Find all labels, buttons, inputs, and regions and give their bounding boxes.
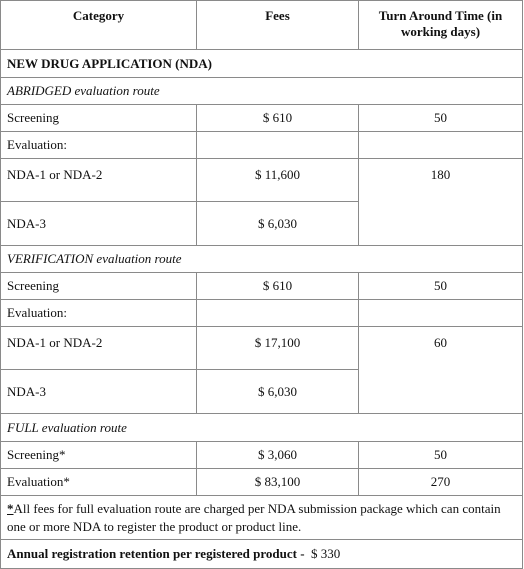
row-label: NDA-1 or NDA-2 bbox=[1, 327, 197, 370]
route-word: VERIFICATION bbox=[7, 251, 94, 266]
route-row-verification bbox=[1, 246, 523, 273]
table-row bbox=[1, 105, 523, 132]
row-label: Evaluation: bbox=[1, 300, 197, 327]
annual-fee: $ 330 bbox=[311, 546, 341, 561]
header-category: Category bbox=[1, 1, 197, 50]
tat-cell: 270 bbox=[359, 469, 523, 496]
row-label: Screening* bbox=[1, 442, 197, 469]
table-row bbox=[1, 159, 523, 202]
fee-cell: $ 17,100 bbox=[197, 327, 359, 370]
footnote-mark: * bbox=[7, 500, 14, 516]
tat-cell: 50 bbox=[359, 442, 523, 469]
row-label: Screening bbox=[1, 273, 197, 300]
row-label: NDA-1 or NDA-2 bbox=[1, 159, 197, 202]
row-label: NDA-3 bbox=[1, 370, 197, 414]
fee-cell: $ 610 bbox=[197, 105, 359, 132]
table-row bbox=[1, 469, 523, 496]
annual-label: Annual registration retention per registered product - bbox=[7, 546, 305, 561]
footnote-text: All fees for full evaluation route are charged per NDA submission package which can contain one or more NDA to register the product or product line. bbox=[7, 500, 501, 534]
footnote bbox=[1, 496, 523, 540]
table-row bbox=[1, 273, 523, 300]
route-row-abridged bbox=[1, 78, 523, 105]
tat-cell: 60 bbox=[359, 327, 523, 414]
tat-cell: 180 bbox=[359, 159, 523, 246]
fee-cell: $ 6,030 bbox=[197, 202, 359, 246]
row-label: Screening bbox=[1, 105, 197, 132]
row-label: Evaluation* bbox=[1, 469, 197, 496]
tat-cell: 50 bbox=[359, 105, 523, 132]
empty-cell bbox=[197, 132, 359, 159]
empty-cell bbox=[359, 132, 523, 159]
annual-row bbox=[1, 540, 523, 569]
fee-cell: $ 610 bbox=[197, 273, 359, 300]
table-row bbox=[1, 132, 523, 159]
table-row bbox=[1, 327, 523, 370]
table-row bbox=[1, 442, 523, 469]
route-row-full bbox=[1, 414, 523, 442]
row-label: Evaluation: bbox=[1, 132, 197, 159]
annual-retention bbox=[1, 540, 523, 569]
header-turnaround-time: Turn Around Time (in working days) bbox=[359, 1, 523, 50]
row-label: NDA-3 bbox=[1, 202, 197, 246]
fee-cell: $ 6,030 bbox=[197, 370, 359, 414]
section-title: NEW DRUG APPLICATION (NDA) bbox=[1, 50, 523, 78]
empty-cell bbox=[197, 300, 359, 327]
route-title-full: FULL evaluation route bbox=[1, 414, 523, 442]
fee-cell: $ 3,060 bbox=[197, 442, 359, 469]
footnote-row bbox=[1, 496, 523, 540]
header-fees: Fees bbox=[197, 1, 359, 50]
route-title-abridged: ABRIDGED evaluation route bbox=[1, 78, 523, 105]
section-row bbox=[1, 50, 523, 78]
route-title-verification bbox=[1, 246, 523, 273]
table-row bbox=[1, 300, 523, 327]
tat-cell: 50 bbox=[359, 273, 523, 300]
empty-cell bbox=[359, 300, 523, 327]
header-row bbox=[1, 1, 523, 50]
fee-cell: $ 83,100 bbox=[197, 469, 359, 496]
fee-cell: $ 11,600 bbox=[197, 159, 359, 202]
route-word-rest: evaluation route bbox=[93, 251, 182, 266]
